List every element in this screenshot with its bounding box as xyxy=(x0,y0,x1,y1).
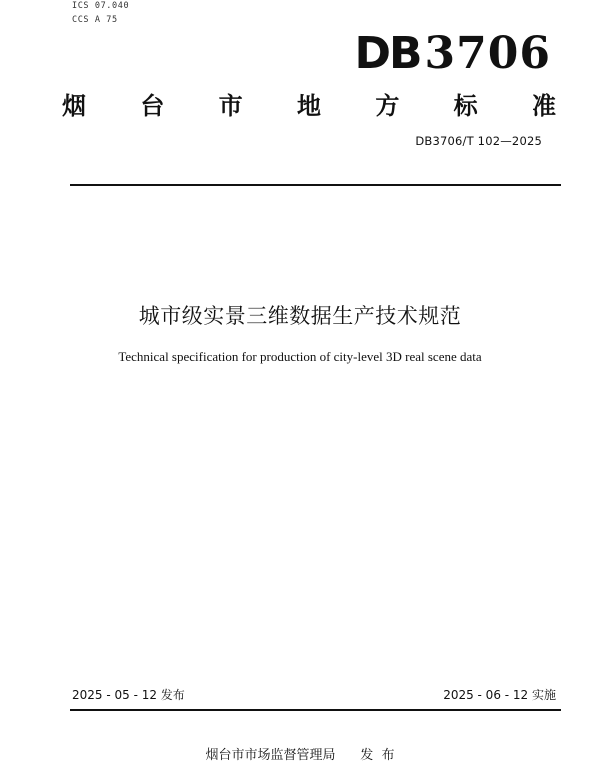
standard-category xyxy=(62,86,556,121)
category-char: 市 xyxy=(218,91,243,120)
issue-date: 2025 - 05 - 12 发布 xyxy=(72,688,185,702)
document-title-english: Technical specification for production of city-level 3D real scene data xyxy=(118,349,482,364)
ccs-code: CCS A 75 xyxy=(72,15,118,25)
category-char: 准 xyxy=(531,91,556,120)
category-char: 烟 xyxy=(62,91,86,120)
category-char: 方 xyxy=(375,91,400,120)
standard-logo xyxy=(354,28,551,79)
ics-code: ICS 07.040 xyxy=(72,1,130,11)
category-char: 标 xyxy=(453,91,478,120)
standard-number: DB3706/T 102—2025 xyxy=(415,134,542,148)
issue-label: 发 布 xyxy=(360,748,395,763)
standard-logo-prefix: DB xyxy=(354,28,421,79)
implementation-date: 2025 - 06 - 12 实施 xyxy=(443,688,556,702)
document-title-chinese: 城市级实景三维数据生产技术规范 xyxy=(138,304,462,328)
issuing-authority xyxy=(0,744,600,763)
category-char: 台 xyxy=(140,91,165,120)
standard-logo-code: 3706 xyxy=(424,28,551,79)
footer-divider xyxy=(70,709,561,711)
category-char: 地 xyxy=(296,91,321,120)
issuer-name: 烟台市市场监督管理局 xyxy=(205,748,336,763)
header-divider xyxy=(70,184,561,186)
